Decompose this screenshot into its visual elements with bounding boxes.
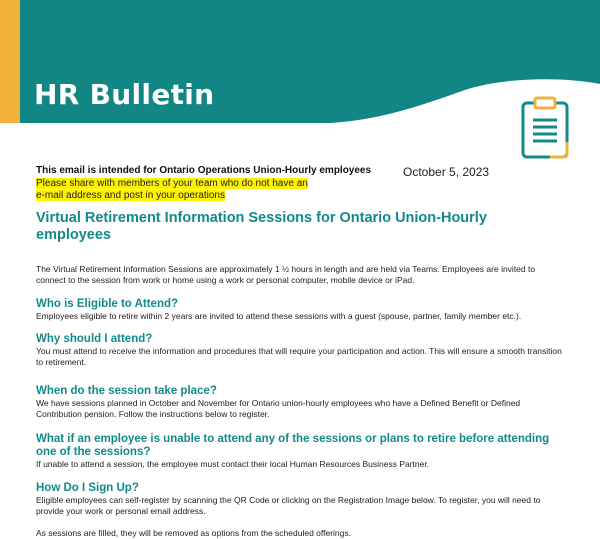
share-instruction-line-2: e-mail address and post in your operations xyxy=(36,190,225,201)
banner-graphic xyxy=(0,0,600,150)
bulletin-date: October 5, 2023 xyxy=(403,165,490,179)
section-unable-to-attend xyxy=(36,433,564,470)
section-body: We have sessions planned in October and November for Ontario union-hourly employees who have a Defined Benefit or Defined Contribution pension. Follow the instructions below to register. xyxy=(36,398,521,419)
audience-line: This email is intended for Ontario Operations Union-Hourly employees xyxy=(36,165,372,176)
section-heading: What if an employee is unable to attend any of the sessions or plans to retire before attending one of the sessions? xyxy=(36,433,550,458)
banner-gold-stripe xyxy=(0,0,20,123)
section-body: You must attend to receive the information and procedures that will require your participation and action. This will ensure a smooth transition to retirement. xyxy=(36,346,562,367)
section-schedule xyxy=(36,385,564,420)
distribution-notice xyxy=(36,165,396,203)
section-eligibility xyxy=(36,298,564,322)
section-sign-up xyxy=(36,482,564,517)
section-heading: Why should I attend? xyxy=(36,333,153,345)
section-heading: Who is Eligible to Attend? xyxy=(36,298,179,310)
article xyxy=(36,210,564,539)
article-intro: The Virtual Retirement Information Sessions are approximately 1 ½ hours in length and are held via Teams. Employees are invited to connect to the session from work or home using a work or personal computer, mobile device or iPad. xyxy=(36,264,536,285)
article-title: Virtual Retirement Information Sessions for Ontario Union-Hourly employees xyxy=(36,210,487,243)
banner-title: HR Bulletin xyxy=(34,78,215,111)
section-heading: When do the session take place? xyxy=(36,385,217,397)
closing-note: As sessions are filled, they will be removed as options from the scheduled offerings. xyxy=(36,528,351,538)
section-heading: How Do I Sign Up? xyxy=(36,482,139,494)
share-instruction-line-1: Please share with members of your team who do not have an xyxy=(36,177,308,189)
section-body: Eligible employees can self-register by scanning the QR Code or clicking on the Registration Image below. To register, you will need to provide your work or personal email address. xyxy=(36,495,541,516)
section-why-attend xyxy=(36,333,564,368)
clipboard-icon xyxy=(520,96,572,160)
section-body: Employees eligible to retire within 2 years are invited to attend these sessions with a guest (spouse, partner, family member etc.). xyxy=(36,311,522,321)
hr-bulletin-banner xyxy=(0,0,600,150)
section-body: If unable to attend a session, the employee must contact their local Human Resources Business Partner. xyxy=(36,459,430,469)
